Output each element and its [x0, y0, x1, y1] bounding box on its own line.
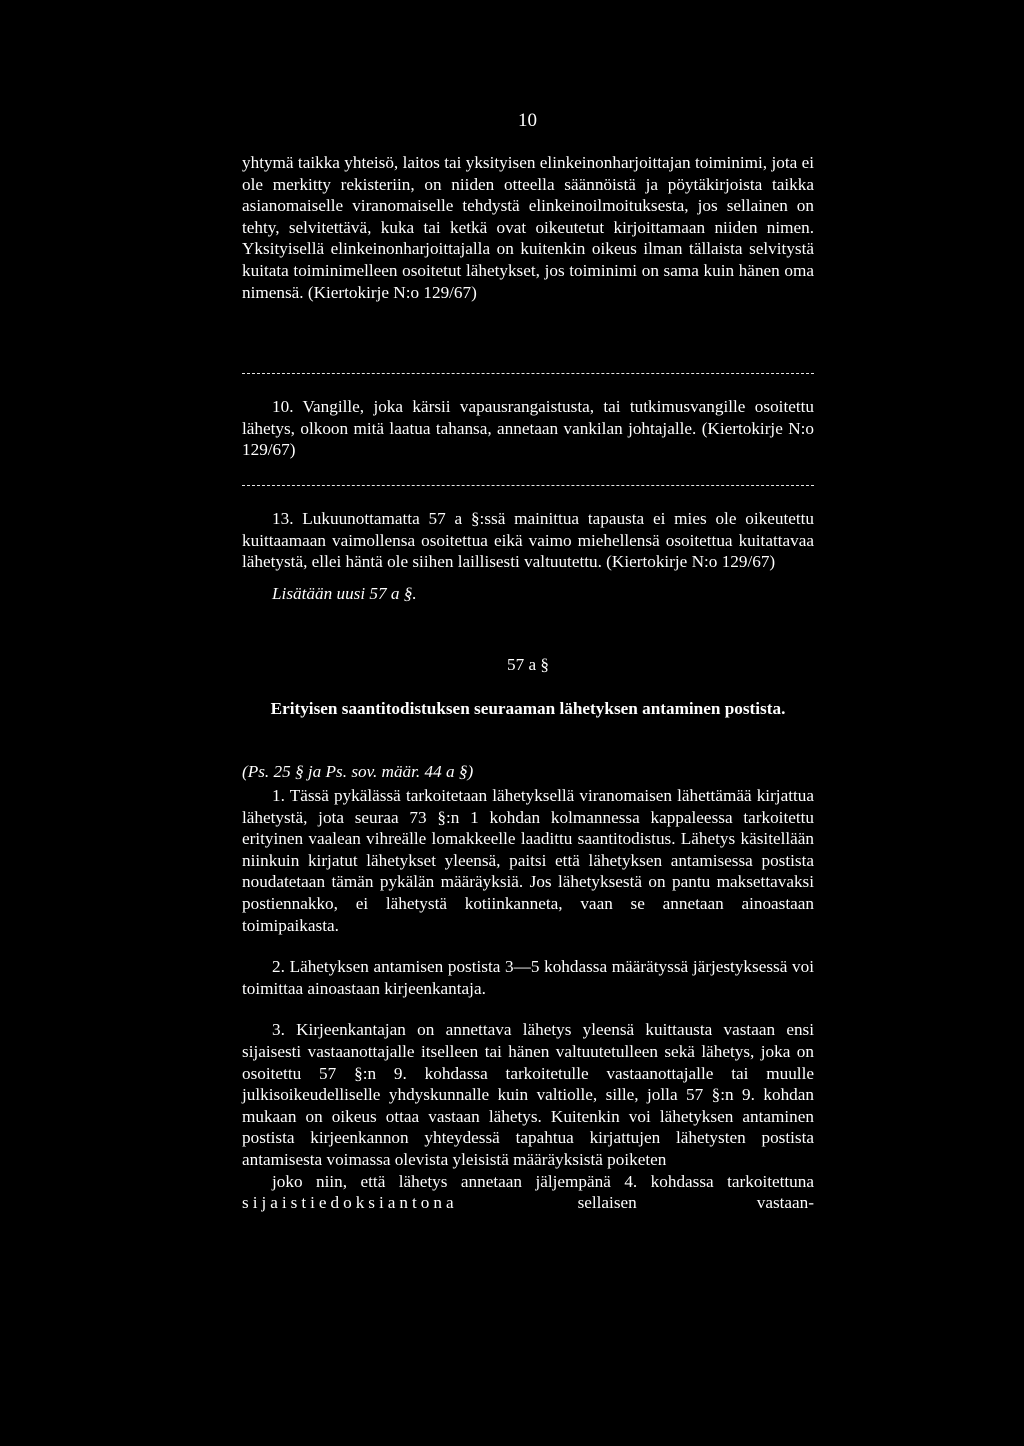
dashed-separator	[242, 373, 814, 374]
paragraph-10: 10. Vangille, joka kärsii vapausrangaistusta, tai tutkimusvangille osoitettu lähetys, olkoon mitä laatua tahansa, annetaan vankilan johtajalle. (Kiertokirje N:o 129/67)	[242, 397, 814, 460]
amendment-note: Lisätään uusi 57 a §.	[272, 583, 417, 603]
continuation-text-end: sellaisen vastaan-	[577, 1193, 814, 1213]
paragraph-13: 13. Lukuunottamatta 57 a §:ssä mainittua tapausta ei mies ole oikeutettu kuittaamaan vaimollensa osoitettua eikä vaimo miehellensä osoitettua kuitattavaa lähetystä, ellei häntä ole siihen laillisesti valtuutettu. (Kiertokirje N:o 129/67)	[242, 509, 814, 572]
spaced-term: sijaistiedoksiantona	[242, 1193, 458, 1213]
page-number: 10	[518, 110, 537, 131]
subsection-3-continuation	[242, 1171, 814, 1214]
paragraph-continuation: yhtymä taikka yhteisö, laitos tai yksityisen elinkeinonharjoittajan toiminimi, jota ei ole merkitty rekisteriin, on niiden otteella säännöistä ja pöytäkirjoista taikka asianomaiselle viranomaiselle tehdystä elinkeinoilmoituksesta, jos sellainen on tehty, selvitettävä, kuka tai ketkä ovat oikeutetut kirjoittamaan niiden nimen. Yksityisellä elinkeinonharjoittajalla on kuitenkin oikeus ilman tällaista selvitystä kuitata toiminimelleen osoitetut lähetykset, jos toiminimi on sama kuin hänen oma nimensä. (Kiertokirje N:o 129/67)	[242, 153, 814, 302]
subsection-2: 2. Lähetyksen antamisen postista 3—5 kohdassa määrätyssä järjestyksessä voi toimittaa ainoastaan kirjeenkantaja.	[242, 957, 814, 998]
section-title: Erityisen saantitodistuksen seuraaman lähetyksen antaminen postista.	[270, 699, 786, 718]
continuation-text: joko niin, että lähetys annetaan jäljempänä 4. kohdassa tarkoitettuna	[272, 1171, 814, 1191]
subsection-3: 3. Kirjeenkantajan on annettava lähetys yleensä kuittausta vastaan ensi sijaisesti vastaanottajalle itselleen tai hänen valtuutetulleen sekä lähetys, joka on osoitettu 57 §:n 9. kohdassa tarkoitetulle vastaanottajalle tai muulle julkisoikeudelliselle yhdyskunnalle kuin valtiolle, sille, jolla 57 §:n 9. kohdan mukaan on oikeus ottaa vastaan lähetys. Kuitenkin voi lähetyksen antaminen postista kirjeenkannon yhteydessä tapahtua kirjattujen lähetysten postista antamisesta voimassa olevista yleisistä määräyksistä poiketen	[242, 1020, 814, 1169]
dashed-separator	[242, 485, 814, 486]
section-reference: (Ps. 25 § ja Ps. sov. määr. 44 a §)	[242, 762, 474, 781]
subsection-1: 1. Tässä pykälässä tarkoitetaan lähetyksellä viranomaisen lähettämää kirjattua lähetystä, jota seuraa 73 §:n 1 kohdan kolmannessa kappaleessa tarkoitettu erityinen vaalean vihreälle lomakkeelle laadittu saantitodistus. Lähetys käsitellään niinkuin kirjatut lähetykset yleensä, paitsi että lähetyksen antamisessa postista noudatetaan tämän pykälän määräyksiä. Jos lähetyksestä on pantu maksettavaksi postiennakko, ei lähetystä kotiinkanneta, vaan se annetaan ainoastaan toimipaikasta.	[242, 786, 814, 935]
section-number: 57 a §	[506, 655, 549, 674]
